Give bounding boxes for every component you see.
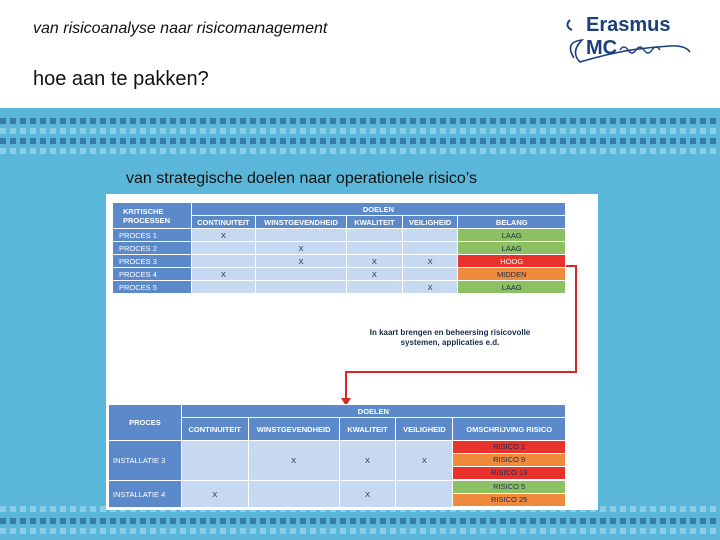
row-label: PROCES 5 [113,281,192,294]
goal-cell: X [181,481,248,508]
figure-caption: van strategische doelen naar operationele risico’s [126,170,478,187]
goal-cell: X [402,281,458,294]
risk-list [453,481,566,508]
goal-cell: X [191,268,255,281]
logo-wordmark: Erasmus MC [586,14,671,59]
column-header: OMSCHRIJVING RISICO [453,418,566,441]
erasmus-mc-logo [560,12,700,72]
goal-cell: X [339,441,396,481]
belang-cell: LAAG [458,229,566,242]
risk-item: RISICO 9 [453,454,565,467]
corner-label: KRITISCHE PROCESSEN [113,203,192,229]
row-label: PROCES 2 [113,242,192,255]
column-header: KWALITEIT [339,418,396,441]
row-label: PROCES 3 [113,255,192,268]
goal-cell: X [248,441,339,481]
table-row [109,481,566,508]
column-header: VEILIGHEID [396,418,453,441]
column-header: KWALITEIT [347,216,403,229]
goal-cell: X [347,255,403,268]
goal-cell: X [396,441,453,481]
goal-cell: X [255,255,346,268]
risk-item: RISICO 5 [453,481,565,494]
annotation-text: In kaart brengen en beheersing risicovolle systemen, applicaties e.d. [369,328,531,347]
belang-cell: HOOG [458,255,566,268]
corner-label: PROCES [109,405,182,441]
goal-cell: X [255,242,346,255]
row-label: PROCES 4 [113,268,192,281]
slide-title: hoe aan te pakken? [33,68,209,90]
column-header: WINSTGEVENDHEID [248,418,339,441]
row-label: PROCES 1 [113,229,192,242]
goal-cell: X [402,255,458,268]
belang-cell: MIDDEN [458,268,566,281]
goal-cell: X [347,268,403,281]
goal-cell [396,481,453,508]
table-row [109,441,566,481]
installations-table [108,404,566,508]
dotted-divider [0,528,720,534]
goal-cell [181,441,248,481]
goal-cell: X [339,481,396,508]
row-label: INSTALLATIE 3 [109,441,182,481]
dotted-divider [0,518,720,524]
goal-cell [248,481,339,508]
column-header: CONTINUITEIT [181,418,248,441]
group-header: DOELEN [181,405,565,418]
belang-cell: LAAG [458,281,566,294]
dotted-divider [0,148,720,154]
risk-list [453,441,566,481]
risk-figure [106,194,598,510]
column-header: CONTINUITEIT [191,216,255,229]
column-header: BELANG [458,216,566,229]
column-header: VEILIGHEID [402,216,458,229]
group-header: DOELEN [191,203,565,216]
risk-item: RISICO 13 [453,467,565,480]
goal-cell: X [191,229,255,242]
slide-subtitle: van risicoanalyse naar risicomanagement [33,20,328,37]
column-header: WINSTGEVENDHEID [255,216,346,229]
dotted-divider [0,128,720,134]
row-label: INSTALLATIE 4 [109,481,182,508]
dotted-divider [0,118,720,124]
belang-cell: LAAG [458,242,566,255]
dotted-divider [0,138,720,144]
risk-item: RISICO 1 [453,441,565,454]
risk-item: RISICO 25 [453,494,565,507]
